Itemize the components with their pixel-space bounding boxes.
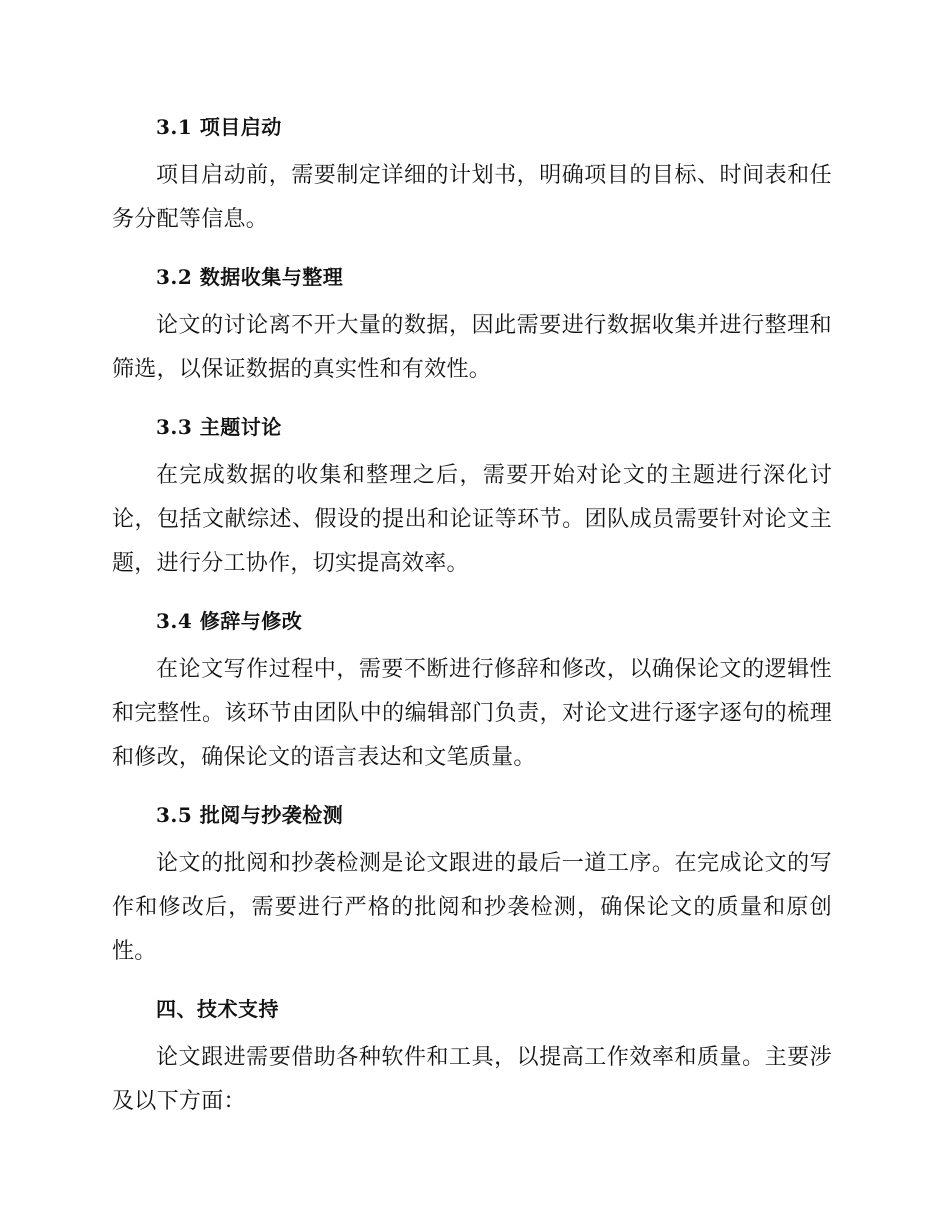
section-paragraph-4: 论文跟进需要借助各种软件和工具，以提高工作效率和质量。主要涉及以下方面： <box>112 1045 832 1114</box>
section-heading-3-2: 3.2 数据收集与整理 <box>156 265 344 289</box>
section-heading-3-1: 3.1 项目启动 <box>156 115 282 139</box>
section-paragraph-3-3: 在完成数据的收集和整理之后，需要开始对论文的主题进行深化讨论，包括文献综述、假设的提出和论证等环节。团队成员需要针对论文主题，进行分工协作，切实提高效率。 <box>112 463 832 576</box>
section-heading-4: 四、技术支持 <box>156 997 279 1021</box>
section-heading-3-3: 3.3 主题讨论 <box>156 415 282 439</box>
section-paragraph-3-4: 在论文写作过程中，需要不断进行修辞和修改，以确保论文的逻辑性和完整性。该环节由团队中的编辑部门负责，对论文进行逐字逐句的梳理和修改，确保论文的语言表达和文笔质量。 <box>112 657 832 770</box>
section-paragraph-3-1: 项目启动前，需要制定详细的计划书，明确项目的目标、时间表和任务分配等信息。 <box>112 163 832 232</box>
section-paragraph-3-2: 论文的讨论离不开大量的数据，因此需要进行数据收集并进行整理和筛选，以保证数据的真实性和有效性。 <box>112 313 832 382</box>
section-heading-3-5: 3.5 批阅与抄袭检测 <box>156 803 344 827</box>
section-heading-3-4: 3.4 修辞与修改 <box>156 609 303 633</box>
document-body <box>112 110 832 1124</box>
section-paragraph-3-5: 论文的批阅和抄袭检测是论文跟进的最后一道工序。在完成论文的写作和修改后，需要进行严格的批阅和抄袭检测，确保论文的质量和原创性。 <box>112 851 832 964</box>
